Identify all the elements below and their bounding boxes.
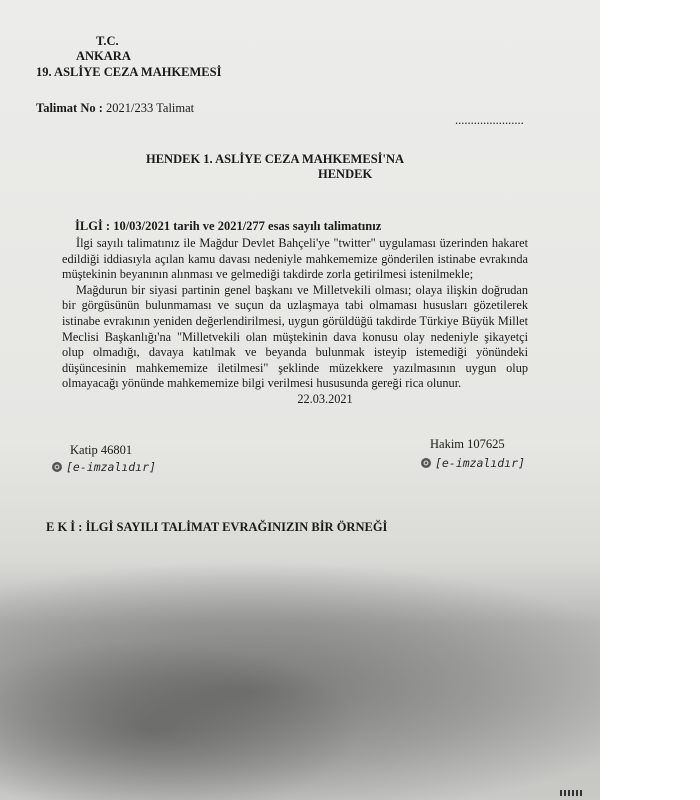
talimat-number: [36, 100, 194, 116]
talimat-value: 2021/233 Talimat: [106, 101, 195, 115]
katip-esignature: [51, 460, 156, 474]
ek-line: E K İ : İLGİ SAYILI TALİMAT EVRAĞINIZIN BİR ÖRNEĞİ: [46, 520, 388, 534]
hakim-esignature: [420, 456, 525, 470]
header-court: 19. ASLİYE CEZA MAHKEMESİ: [36, 65, 222, 79]
letter-date: 22.03.2021: [297, 391, 353, 406]
ilgi-line: İLGİ : 10/03/2021 tarih ve 2021/277 esas sayılı talimatınız: [75, 219, 382, 233]
katip-esign-text: [e-imzalıdır]: [66, 460, 157, 474]
photo-shadow-secondary: [0, 640, 360, 800]
recipient-city: HENDEK: [318, 167, 373, 181]
hakim-esign-text: [e-imzalıdır]: [435, 456, 526, 470]
header-tc: T.C.: [96, 34, 119, 48]
hakim-label: Hakim 107625: [430, 437, 505, 451]
recipient-court: HENDEK 1. ASLİYE CEZA MAHKEMESİ'NA: [146, 152, 405, 166]
letter-body: [62, 236, 528, 408]
e-signature-seal-icon: [420, 457, 432, 469]
talimat-dots: ......................: [455, 113, 524, 127]
header-city: ANKARA: [76, 49, 131, 63]
paragraph-2: Mağdurun bir siyasi partinin genel başkanı ve Milletvekili olması; olaya ilişkin doğrudan bir görgüsünün bulunmaması ve suçun da uzlaşmaya tabi olmaması hususları gözetilerek istinabe evrakının yeniden değerlendirilmesi, uygun görüldüğü takdirde Türkiye Büyük Millet Meclisi Başkanlığı'na "Milletvekili olan müştekinin dava konusu olay nedeniyle şikayetçi olup olmadığı, davaya katılmak ve beyanda bulunmak isteyip istemediği yönündeki düşüncesinin mahkememize iletilmesi" şeklinde müzekkere yazılmasının uygun olup olmayacağı yönünde mahkememize bilgi verilmesi hususunda gereği rica olunur.: [62, 282, 528, 391]
barcode-fragment: [560, 790, 582, 796]
katip-label: Katip 46801: [70, 443, 133, 457]
paragraph-1: İlgi sayılı talimatınız ile Mağdur Devlet Bahçeli'ye "twitter" uygulaması üzerinden hakaret edildiği iddiasıyla açılan kamu davası nedeniyle mahkememize gönderilen istinabe evrakında müştekinin beyanının alınması ve gelmediği takdirde zorla getirilmesi istenilmekle;: [62, 236, 528, 282]
e-signature-seal-icon: [51, 461, 63, 473]
talimat-label: Talimat No :: [36, 101, 103, 115]
